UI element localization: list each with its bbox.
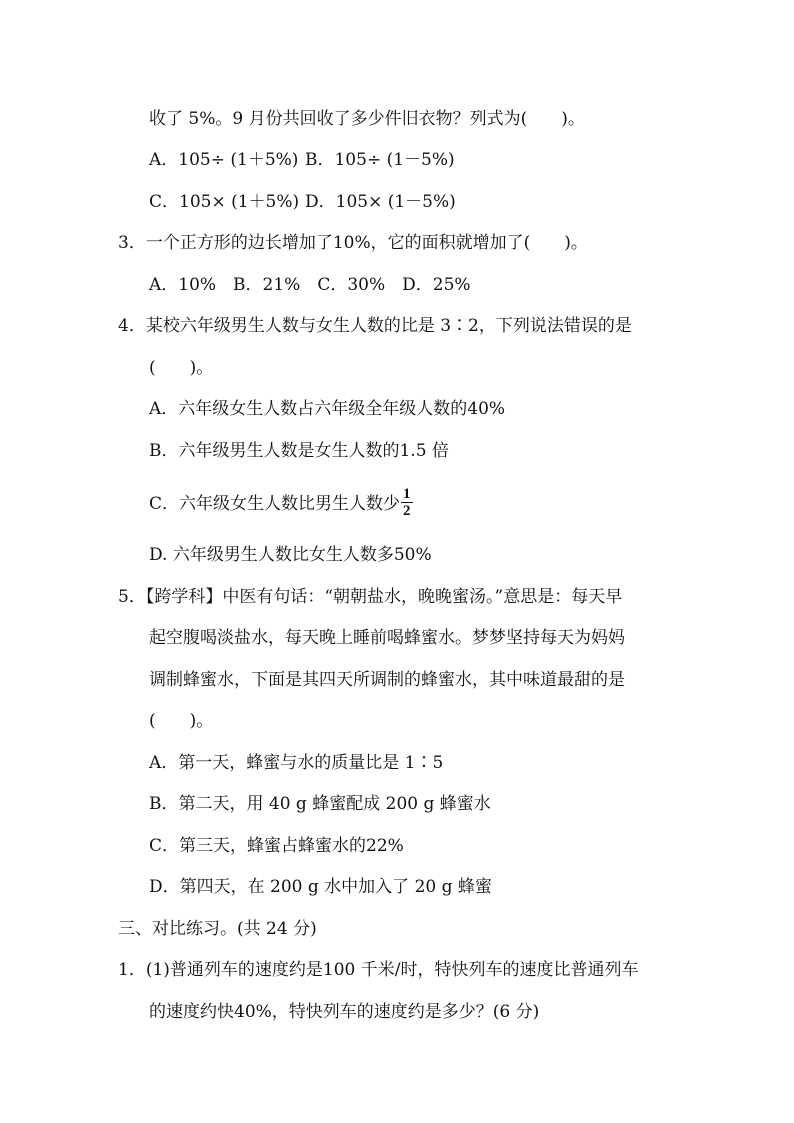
- q4-option-c-text: C．六年级女生人数比男生人数少: [149, 494, 401, 514]
- q4-option-d[interactable]: D. 六年级男生人数比女生人数多50%: [149, 545, 432, 565]
- q2-option-b[interactable]: B．105÷ (1－5%): [305, 150, 455, 170]
- q5-stem-line1: 5．【跨学科】中医有句话：“朝朝盐水，晚晚蜜汤。”意思是：每天早: [118, 587, 623, 607]
- q4-option-a[interactable]: A．六年级女生人数占六年级全年级人数的40%: [149, 399, 506, 419]
- q3-stem: 3．一个正方形的边长增加了10%，它的面积就增加了( )。: [118, 233, 588, 253]
- q3-options[interactable]: A．10% B．21% C．30% D．25%: [149, 275, 471, 295]
- q2-option-a[interactable]: A．105÷ (1＋5%): [149, 150, 299, 170]
- q5-stem-line4: ( )。: [149, 711, 214, 731]
- q2-option-d[interactable]: D．105× (1－5%): [305, 192, 456, 212]
- q5-option-a[interactable]: A．第一天，蜂蜜与水的质量比是 1∶5: [149, 753, 444, 773]
- section3-q1-line1: 1．(1)普通列车的速度约是100 千米/时，特快列车的速度比普通列车: [118, 960, 639, 980]
- q4-stem-line2: ( )。: [149, 358, 214, 378]
- q4-stem-line1: 4．某校六年级男生人数与女生人数的比是 3∶2，下列说法错误的是: [118, 316, 632, 336]
- q2-option-c[interactable]: C．105× (1＋5%): [149, 192, 300, 212]
- section3-heading: 三、对比练习。(共 24 分): [118, 919, 317, 939]
- one-half-fraction: [401, 486, 413, 519]
- section3-q1-line2: 的速度约快40%，特快列车的速度约是多少？(6 分): [149, 1002, 540, 1022]
- fraction-denominator: 2: [403, 503, 411, 519]
- q4-option-b[interactable]: B．六年级男生人数是女生人数的1.5 倍: [149, 441, 449, 461]
- q5-option-b[interactable]: B．第二天，用 40 g 蜂蜜配成 200 g 蜂蜜水: [149, 794, 491, 814]
- q5-stem-line3: 调制蜂蜜水，下面是其四天所调制的蜂蜜水，其中味道最甜的是: [149, 670, 625, 690]
- q2-stem-continuation: 收了 5%。9 月份共回收了多少件旧衣物？列式为( )。: [149, 109, 585, 129]
- fraction-numerator: 1: [403, 486, 411, 502]
- q5-option-d[interactable]: D．第四天，在 200 g 水中加入了 20 g 蜂蜜: [149, 877, 492, 897]
- q4-option-c[interactable]: [149, 488, 413, 521]
- q5-option-c[interactable]: C．第三天，蜂蜜占蜂蜜水的22%: [149, 836, 404, 856]
- q5-stem-line2: 起空腹喝淡盐水，每天晚上睡前喝蜂蜜水。梦梦坚持每天为妈妈: [149, 628, 625, 648]
